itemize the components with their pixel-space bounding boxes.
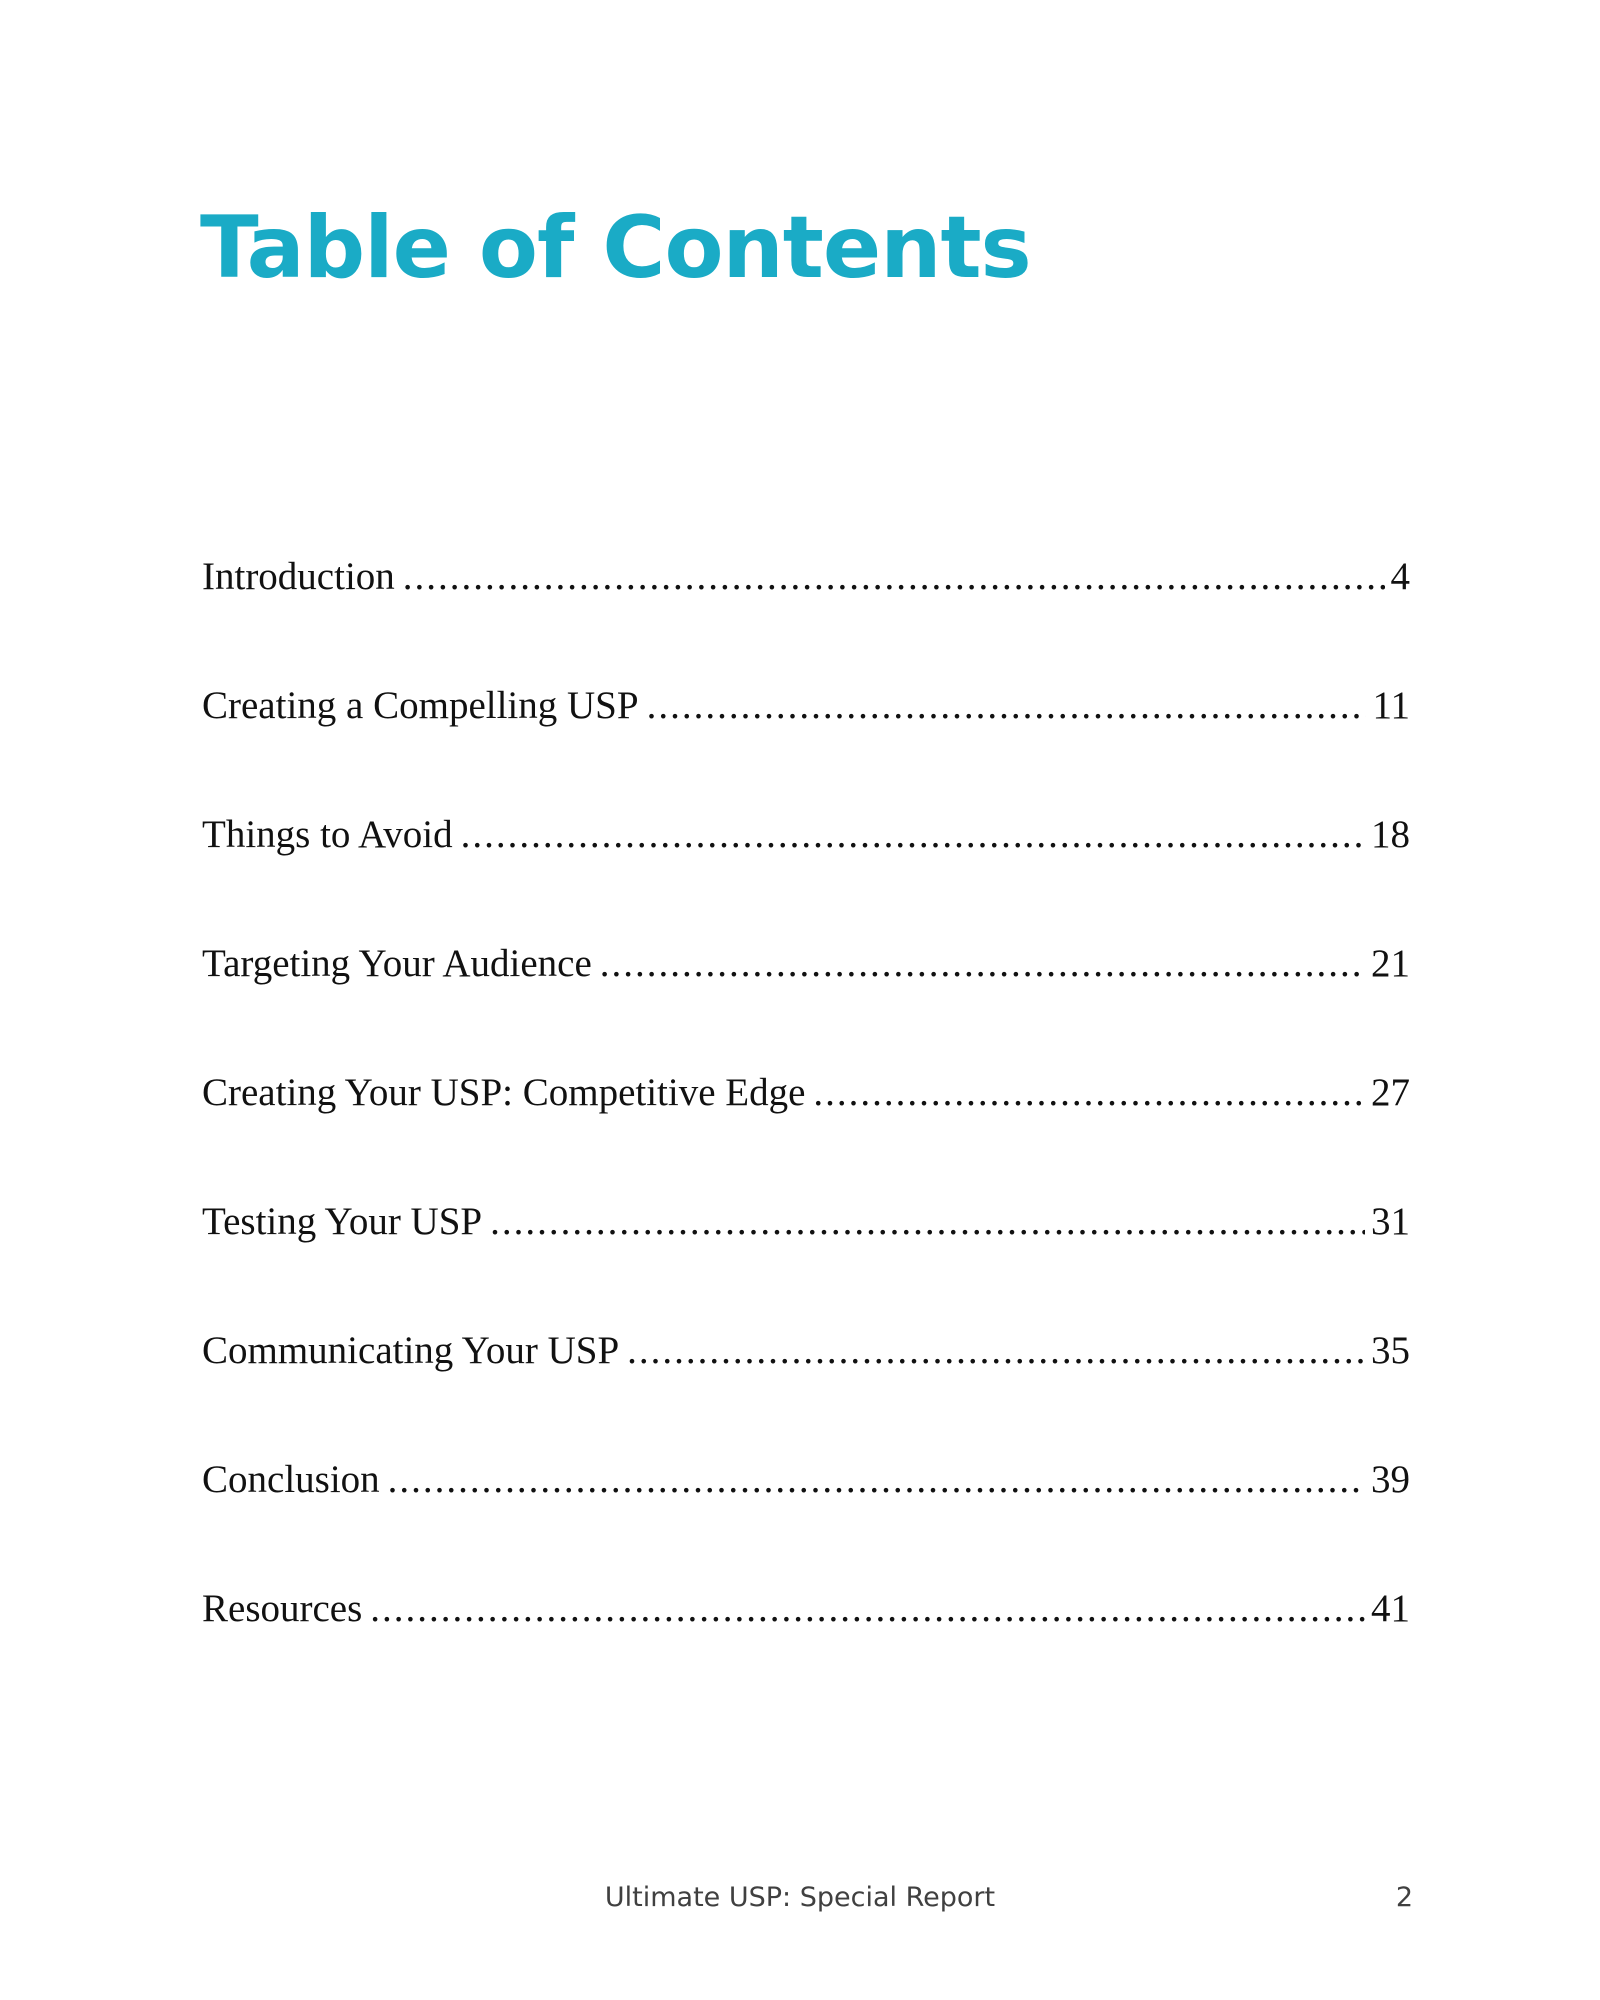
toc-entry-label: Things to Avoid [202,813,453,856]
table-of-contents [202,554,1410,1715]
dot-leader [403,554,1385,599]
toc-entry-creating-compelling-usp[interactable] [202,683,1410,812]
toc-entry-communicating-usp[interactable] [202,1328,1410,1457]
toc-entry-label: Conclusion [202,1458,380,1501]
toc-entry-label: Resources [202,1587,363,1630]
toc-entry-introduction[interactable] [202,554,1410,683]
toc-entry-label: Targeting Your Audience [202,942,592,985]
toc-entry-page: 41 [1371,1587,1410,1630]
toc-entry-label: Introduction [202,555,395,598]
toc-entry-conclusion[interactable] [202,1457,1410,1586]
dot-leader [388,1457,1365,1502]
toc-entry-resources[interactable] [202,1586,1410,1715]
footer-document-title: Ultimate USP: Special Report [604,1882,996,1913]
toc-entry-label: Creating Your USP: Competitive Edge [202,1071,806,1114]
toc-entry-page: 39 [1371,1458,1410,1501]
dot-leader [370,1586,1365,1631]
toc-entry-page: 27 [1371,1071,1410,1114]
toc-entry-targeting-audience[interactable] [202,941,1410,1070]
toc-entry-things-to-avoid[interactable] [202,812,1410,941]
dot-leader [627,1328,1365,1373]
toc-entry-page: 11 [1372,684,1410,727]
dot-leader [600,941,1365,986]
toc-entry-label: Creating a Compelling USP [202,684,639,727]
toc-entry-page: 4 [1390,555,1410,598]
toc-entry-competitive-edge[interactable] [202,1070,1410,1199]
footer-page-number: 2 [1395,1882,1413,1913]
toc-entry-label: Testing Your USP [202,1200,483,1243]
page-title: Table of Contents [200,198,1031,298]
toc-entry-label: Communicating Your USP [202,1329,620,1372]
dot-leader [461,812,1365,857]
toc-entry-page: 31 [1371,1200,1410,1243]
dot-leader [813,1070,1365,1115]
toc-entry-testing-usp[interactable] [202,1199,1410,1328]
toc-entry-page: 21 [1371,942,1410,985]
dot-leader [490,1199,1365,1244]
dot-leader [647,683,1367,728]
toc-entry-page: 35 [1371,1329,1410,1372]
toc-entry-page: 18 [1371,813,1410,856]
